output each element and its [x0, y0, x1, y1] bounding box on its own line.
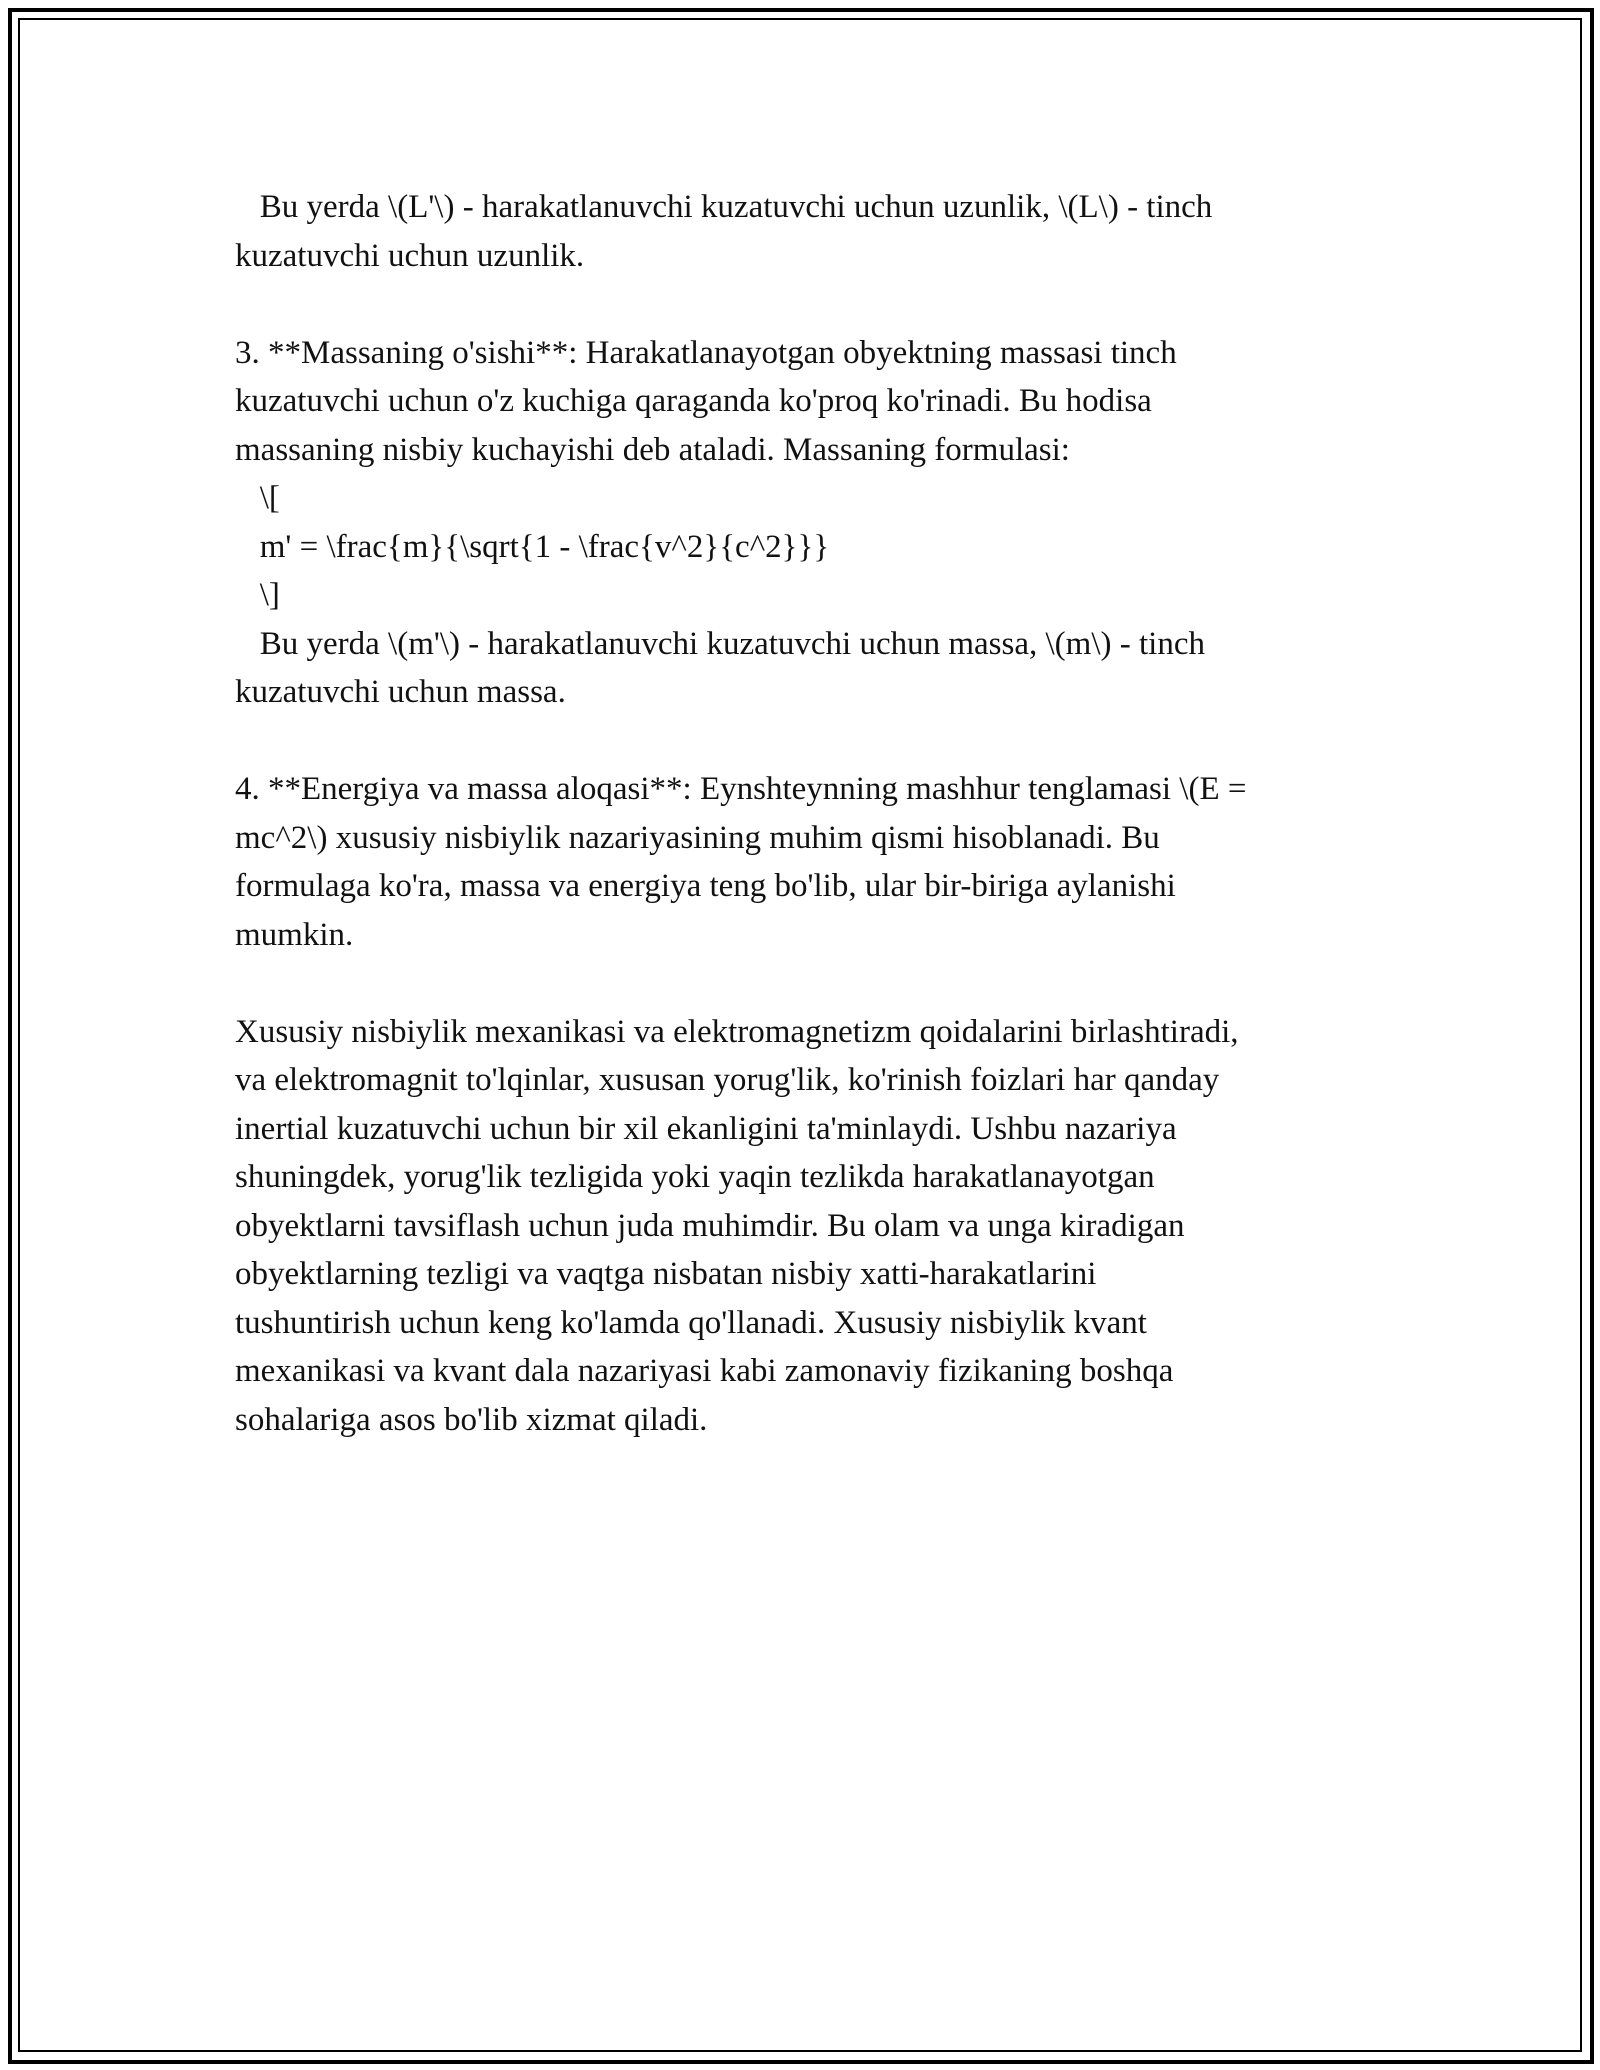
document-body-text: Bu yerda \(L'\) - harakatlanuvchi kuzatuvchi uchun uzunlik, \(L\) - tinch kuzatuvchi uchun uzunlik. 3. **Massaning o'sishi**: Harakatlanayotgan obyektning massasi tinch kuzatuvchi uchun o'z kuchiga qaraganda ko'proq ko'rinadi. Bu hodisa massaning nisbiy kuchayishi deb ataladi. Massaning formulasi: \[ m' = \frac{m}{\sqrt{1 - \frac{v^2}{c^2}}} \] Bu yerda \(m'\) - harakatlanuvchi kuzatuvchi uchun massa, \(m\) - tinch kuzatuvchi uchun massa. 4. **Energiya va massa aloqasi**: Eynshteynning mashhur tenglamasi \(E = mc^2\) xususiy nisbiylik nazariyasining muhim qismi hisoblanadi. Bu formulaga ko'ra, massa va energiya teng bo'lib, ular bir-biriga aylanishi mumkin. Xususiy nisbiylik mexanikasi va elektromagnetizm qoidalarini birlashtiradi, va elektromagnit to'lqinlar, xususan yorug'lik, ko'rinish foizlari har qanday inertial kuzatuvchi uchun bir xil ekanligini ta'minlaydi. Ushbu nazariya shuningdek, yorug'lik tezligida yoki yaqin tezlikda harakatlanayotgan obyektlarni tavsiflash uchun juda muhimdir. Bu olam va unga kiradigan obyektlarning tezligi va vaqtga nisbatan nisbiy xatti-harakatlarini tushuntirish uchun keng ko'lamda qo'llanadi. Xususiy nisbiylik kvant mexanikasi va kvant dala nazariyasi kabi zamonaviy fizikaning boshqa sohalariga asos bo'lib xizmat qiladi.	[235, 189, 1247, 1438]
